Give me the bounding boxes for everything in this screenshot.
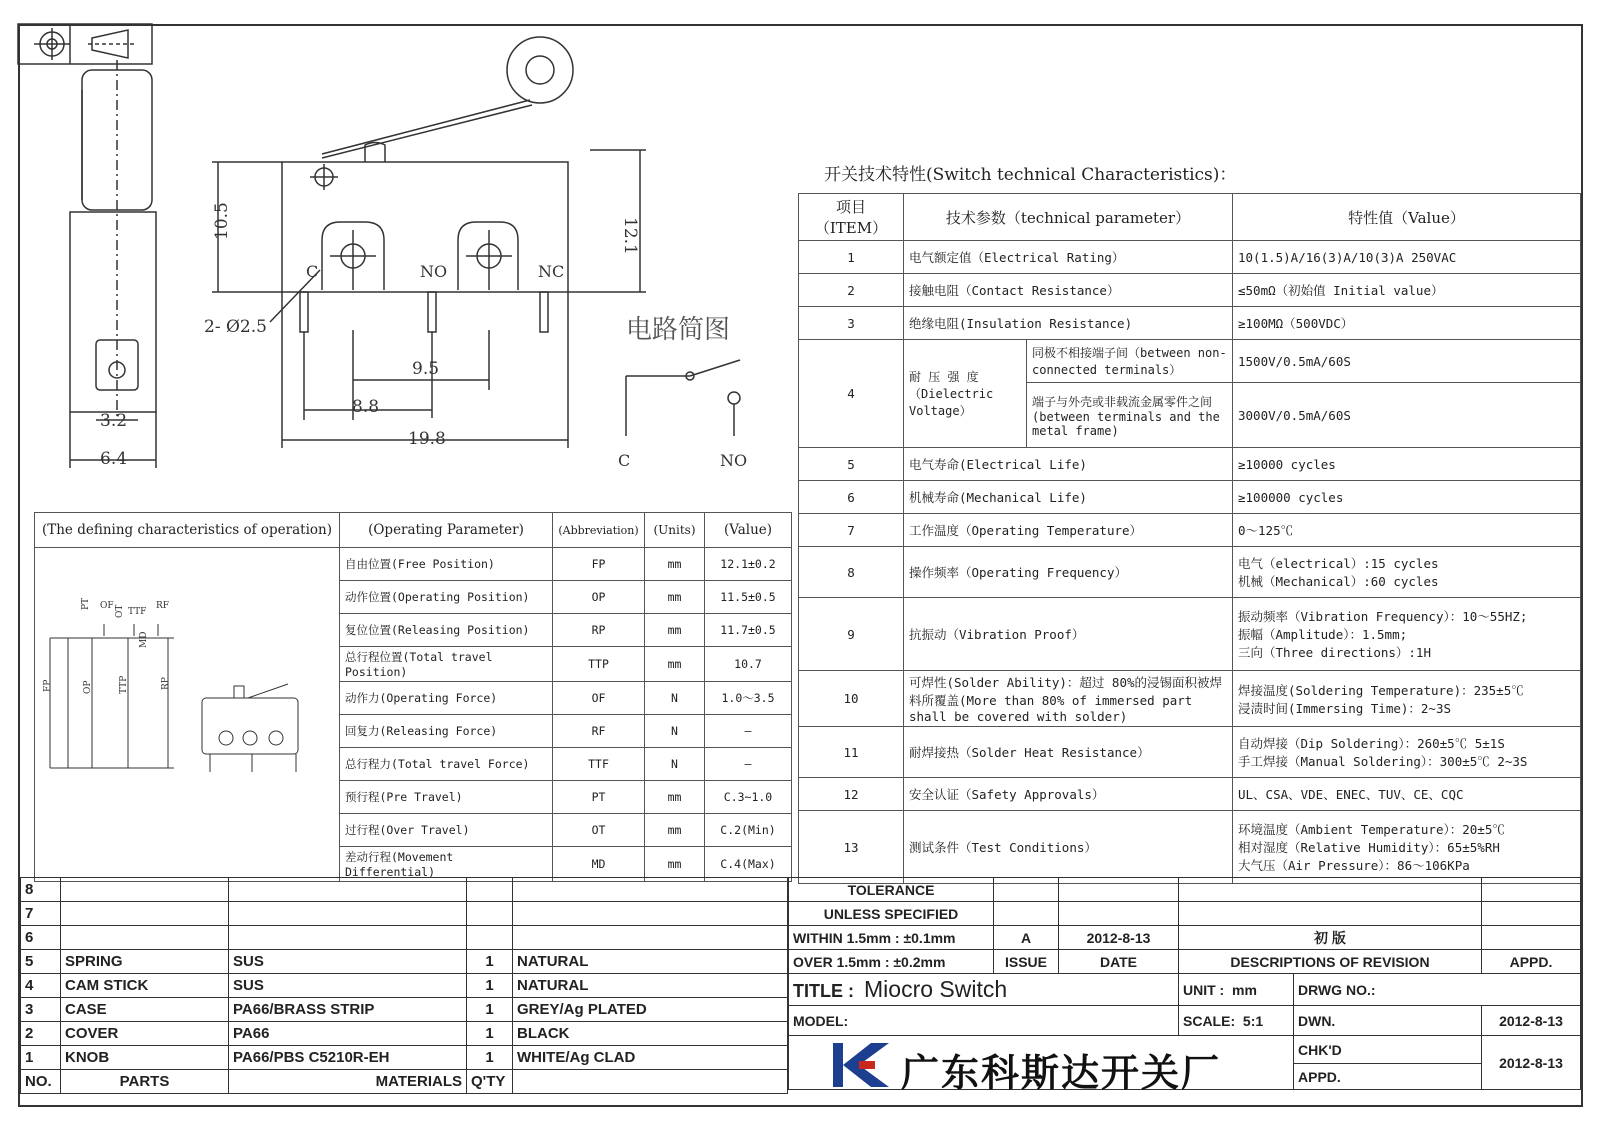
oper-row-param: 回复力(Releasing Force) xyxy=(340,715,553,748)
title-block xyxy=(788,877,1581,1095)
bom-no: 1 xyxy=(21,1046,61,1070)
spec-row-param: 抗振动（Vibration Proof） xyxy=(904,598,1233,671)
revision-date: 2012-8-13 xyxy=(1059,926,1179,950)
circuit-no-label: NO xyxy=(720,451,748,470)
oper-row-unit: mm xyxy=(645,814,705,847)
bom-qty: 1 xyxy=(467,1046,513,1070)
spec-row-value: 振动频率（Vibration Frequency）：10～55HZ; 振幅（Amplitude）：1.5mm; 三向（Three directions）:1H xyxy=(1233,598,1581,671)
spec-row-number: 13 xyxy=(799,811,904,884)
oper-row-param: 总行程位置(Total travel Position) xyxy=(340,647,553,682)
oper-row-abbr: MD xyxy=(553,847,645,882)
op-label-of: OF xyxy=(100,601,114,611)
oper-row-unit: N xyxy=(645,682,705,715)
revision-description: 初 版 xyxy=(1179,926,1482,950)
spec-header-item: 项目 （ITEM） xyxy=(799,194,904,241)
issue-label: ISSUE xyxy=(994,950,1059,974)
dim-hole: 2- Ø2.5 xyxy=(204,317,267,337)
spec-row xyxy=(799,340,1581,383)
op-label-rf: RF xyxy=(156,601,170,611)
title-label: TITLE : xyxy=(793,981,854,1001)
bom-no: 7 xyxy=(21,902,61,926)
terminal-nc-label: NC xyxy=(538,262,565,281)
oper-row-abbr: OF xyxy=(553,682,645,715)
oper-row-param: 复位位置(Releasing Position) xyxy=(340,614,553,647)
dim-10-5: 10.5 xyxy=(212,202,232,240)
oper-row-abbr: TTP xyxy=(553,647,645,682)
oper-row-abbr: RF xyxy=(553,715,645,748)
bom-table xyxy=(20,877,788,1094)
spec-row-number: 7 xyxy=(799,514,904,547)
spec-row-param: 耐焊接热（Solder Heat Resistance） xyxy=(904,727,1233,778)
bom-part: SPRING xyxy=(61,950,229,974)
spec-row-number: 5 xyxy=(799,448,904,481)
dim-6-4: 6.4 xyxy=(100,449,128,469)
bom-header-no: NO. xyxy=(21,1070,61,1094)
spec-title: 开关技术特性(Switch technical Characteristics)： xyxy=(824,165,1237,185)
bom-finish xyxy=(513,902,788,926)
appd-label: APPD. xyxy=(1482,950,1581,974)
spec-row-param: 电气额定值（Electrical Rating） xyxy=(904,241,1233,274)
bom-qty xyxy=(467,878,513,902)
spec-row-sub: 同极不相接端子间（between non-connected terminals） xyxy=(1027,340,1233,383)
op-label-op: OP xyxy=(83,680,93,694)
spec-row xyxy=(799,547,1581,598)
spec-row-sub: 端子与外壳或非载流金属零件之间(between terminals and the metal frame) xyxy=(1027,383,1233,448)
oper-row-unit: N xyxy=(645,715,705,748)
oper-row-abbr: PT xyxy=(553,781,645,814)
oper-row-unit: mm xyxy=(645,781,705,814)
spec-row-param: 机械寿命(Mechanical Life) xyxy=(904,481,1233,514)
spec-row-number: 1 xyxy=(799,241,904,274)
oper-row-value: 11.7±0.5 xyxy=(705,614,792,647)
bom-finish: WHITE/Ag CLAD xyxy=(513,1046,788,1070)
spec-row-param: 绝缘电阻(Insulation Resistance) xyxy=(904,307,1233,340)
spec-row-param: 可焊性(Solder Ability)：超过 80%的浸锡面积被焊料所覆盖(More than 80% of immersed part shall be covered with solder) xyxy=(904,671,1233,727)
spec-row-value: ≤50mΩ（初始值 Initial value） xyxy=(1233,274,1581,307)
spec-header-param: 技术参数（technical parameter） xyxy=(904,194,1233,241)
circuit-c-label: C xyxy=(618,451,631,470)
dim-12-1: 12.1 xyxy=(620,217,640,255)
bom-finish: GREY/Ag PLATED xyxy=(513,998,788,1022)
appd2-label: APPD. xyxy=(1294,1064,1482,1090)
scale-value: 5:1 xyxy=(1242,1012,1264,1029)
spec-row-value: 自动焊接（Dip Soldering）：260±5℃ 5±1S 手工焊接（Manual Soldering）：300±5℃ 2~3S xyxy=(1233,727,1581,778)
spec-row xyxy=(799,514,1581,547)
bom-no: 8 xyxy=(21,878,61,902)
oper-row-unit: mm xyxy=(645,647,705,682)
spec-row-value: ≥10000 cycles xyxy=(1233,448,1581,481)
unit-value: mm xyxy=(1232,981,1257,998)
bom-finish: NATURAL xyxy=(513,950,788,974)
bom-qty: 1 xyxy=(467,998,513,1022)
spec-table xyxy=(798,193,1581,884)
oper-row-value: 10.7 xyxy=(705,647,792,682)
spec-row-number: 2 xyxy=(799,274,904,307)
op-label-fp: FP xyxy=(43,679,53,692)
spec-row-param: 接触电阻（Contact Resistance） xyxy=(904,274,1233,307)
oper-header-def: (The defining characteristics of operation) xyxy=(35,513,340,548)
op-label-md: MD xyxy=(139,631,149,648)
tolerance-label: TOLERANCE xyxy=(789,878,994,902)
bom-qty xyxy=(467,902,513,926)
op-label-ttp: TTP xyxy=(119,675,129,694)
spec-row-number: 11 xyxy=(799,727,904,778)
bom-material: SUS xyxy=(229,974,467,998)
oper-row xyxy=(35,548,792,581)
bom-part xyxy=(61,878,229,902)
spec-row-number: 6 xyxy=(799,481,904,514)
date-label: DATE xyxy=(1059,950,1179,974)
oper-row-value: C.3~1.0 xyxy=(705,781,792,814)
bom-row xyxy=(21,902,788,926)
company-logo-icon xyxy=(829,1039,893,1091)
op-label-ot: OT xyxy=(115,604,125,618)
spec-row xyxy=(799,727,1581,778)
model-label: MODEL: xyxy=(789,1006,1179,1036)
tolerance-over: OVER 1.5mm : ±0.2mm xyxy=(789,950,994,974)
spec-row-param: 测试条件（Test Conditions） xyxy=(904,811,1233,884)
spec-row xyxy=(799,307,1581,340)
bom-row xyxy=(21,950,788,974)
spec-row xyxy=(799,671,1581,727)
oper-row-value: 12.1±0.2 xyxy=(705,548,792,581)
spec-row-value: 3000V/0.5mA/60S xyxy=(1233,383,1581,448)
oper-row-value: 1.0～3.5 xyxy=(705,682,792,715)
bom-qty xyxy=(467,926,513,950)
dwn-date: 2012-8-13 xyxy=(1482,1006,1581,1036)
oper-header-abbr: (Abbreviation) xyxy=(553,513,645,548)
tolerance-within: WITHIN 1.5mm : ±0.1mm xyxy=(789,926,994,950)
spec-row xyxy=(799,811,1581,884)
bom-material xyxy=(229,878,467,902)
spec-row-number: 8 xyxy=(799,547,904,598)
spec-row xyxy=(799,448,1581,481)
bom-part xyxy=(61,902,229,926)
op-label-ttf: TTF xyxy=(128,607,147,617)
oper-row-param: 预行程(Pre Travel) xyxy=(340,781,553,814)
dim-8-8: 8.8 xyxy=(352,397,380,417)
bom-qty: 1 xyxy=(467,950,513,974)
bom-material xyxy=(229,926,467,950)
oper-row-value: C.2(Min) xyxy=(705,814,792,847)
spec-row xyxy=(799,778,1581,811)
switch-drawing xyxy=(0,0,800,500)
oper-row-param: 动作力(Operating Force) xyxy=(340,682,553,715)
oper-row-value: 11.5±0.5 xyxy=(705,581,792,614)
spec-header-value: 特性值（Value） xyxy=(1233,194,1581,241)
bom-no: 3 xyxy=(21,998,61,1022)
spec-row-number: 4 xyxy=(799,340,904,448)
bom-qty: 1 xyxy=(467,1022,513,1046)
oper-row-abbr: RP xyxy=(553,614,645,647)
bom-header-materials: MATERIALS xyxy=(229,1070,467,1094)
dim-3-2: 3.2 xyxy=(100,411,128,431)
spec-row-value: UL、CSA、VDE、ENEC、TUV、CE、CQC xyxy=(1233,778,1581,811)
spec-row xyxy=(799,274,1581,307)
bom-row xyxy=(21,878,788,902)
oper-row-unit: mm xyxy=(645,847,705,882)
bom-material: PA66/PBS C5210R-EH xyxy=(229,1046,467,1070)
spec-row-value: 焊接温度(Soldering Temperature)：235±5℃ 浸渍时间(Immersing Time)：2~3S xyxy=(1233,671,1581,727)
bom-header-qty: Q'TY xyxy=(467,1070,513,1094)
spec-row-value: 0～125℃ xyxy=(1233,514,1581,547)
bom-no: 2 xyxy=(21,1022,61,1046)
drawing-title: Miocro Switch xyxy=(864,976,1008,1002)
bom-row xyxy=(21,1046,788,1070)
spec-row-number: 12 xyxy=(799,778,904,811)
spec-row-param: 工作温度（Operating Temperature） xyxy=(904,514,1233,547)
oper-row-abbr: OP xyxy=(553,581,645,614)
spec-row-param: 操作频率（Operating Frequency） xyxy=(904,547,1233,598)
oper-row-param: 总行程力(Total travel Force) xyxy=(340,748,553,781)
oper-row-unit: mm xyxy=(645,581,705,614)
chkd-label: CHK'D xyxy=(1294,1036,1482,1064)
operating-diagram xyxy=(38,588,338,778)
terminal-c-label: C xyxy=(306,262,319,281)
unit-label: UNIT : xyxy=(1183,981,1225,998)
bom-finish: BLACK xyxy=(513,1022,788,1046)
spec-row xyxy=(799,481,1581,514)
oper-row-value: — xyxy=(705,715,792,748)
oper-row-unit: N xyxy=(645,748,705,781)
spec-row xyxy=(799,598,1581,671)
spec-row-number: 3 xyxy=(799,307,904,340)
bom-part: CASE xyxy=(61,998,229,1022)
bom-material xyxy=(229,902,467,926)
spec-row-param: 电气寿命(Electrical Life) xyxy=(904,448,1233,481)
dwn-label: DWN. xyxy=(1294,1006,1482,1036)
spec-row xyxy=(799,241,1581,274)
spec-row-value: 1500V/0.5mA/60S xyxy=(1233,340,1581,383)
bom-material: PA66/BRASS STRIP xyxy=(229,998,467,1022)
oper-row-value: C.4(Max) xyxy=(705,847,792,882)
spec-row-value: ≥100000 cycles xyxy=(1233,481,1581,514)
bom-part xyxy=(61,926,229,950)
oper-row-value: — xyxy=(705,748,792,781)
oper-row-abbr: FP xyxy=(553,548,645,581)
oper-row-param: 过行程(Over Travel) xyxy=(340,814,553,847)
chkd-date: 2012-8-13 xyxy=(1482,1036,1581,1090)
oper-header-units: (Units) xyxy=(645,513,705,548)
oper-row-param: 自由位置(Free Position) xyxy=(340,548,553,581)
bom-material: PA66 xyxy=(229,1022,467,1046)
oper-row-param: 差动行程(Movement Differential) xyxy=(340,847,553,882)
bom-row xyxy=(21,998,788,1022)
oper-row-unit: mm xyxy=(645,548,705,581)
spec-row-param: 安全认证（Safety Approvals） xyxy=(904,778,1233,811)
dim-9-5: 9.5 xyxy=(412,359,440,379)
bom-row xyxy=(21,1022,788,1046)
unless-label: UNLESS SPECIFIED xyxy=(789,902,994,926)
company-name: 广东科斯达开关厂 xyxy=(901,1051,1222,1095)
oper-row-param: 动作位置(Operating Position) xyxy=(340,581,553,614)
spec-row-param: 耐 压 强 度（Dielectric Voltage） xyxy=(904,340,1027,448)
dim-19-8: 19.8 xyxy=(408,429,446,449)
spec-row-value: ≥100MΩ（500VDC） xyxy=(1233,307,1581,340)
bom-part: COVER xyxy=(61,1022,229,1046)
bom-no: 4 xyxy=(21,974,61,998)
side-view-body xyxy=(70,212,156,412)
bom-material: SUS xyxy=(229,950,467,974)
spec-row-number: 9 xyxy=(799,598,904,671)
terminal-no-label: NO xyxy=(420,262,448,281)
revision-letter: A xyxy=(994,926,1059,950)
bom-qty: 1 xyxy=(467,974,513,998)
spec-row-value: 电气（electrical）:15 cycles 机械（Mechanical）:60 cycles xyxy=(1233,547,1581,598)
revision-desc-label: DESCRIPTIONS OF REVISION xyxy=(1179,950,1482,974)
spec-row-value: 10(1.5)A/16(3)A/10(3)A 250VAC xyxy=(1233,241,1581,274)
bom-finish xyxy=(513,926,788,950)
spec-row-number: 10 xyxy=(799,671,904,727)
oper-row-unit: mm xyxy=(645,614,705,647)
bom-row xyxy=(21,926,788,950)
drawing-number-label: DRWG NO.: xyxy=(1294,974,1581,1006)
bom-no: 5 xyxy=(21,950,61,974)
oper-row-abbr: OT xyxy=(553,814,645,847)
bom-no: 6 xyxy=(21,926,61,950)
bom-row xyxy=(21,974,788,998)
bom-part: CAM STICK xyxy=(61,974,229,998)
bom-finish xyxy=(513,878,788,902)
oper-header-value: (Value) xyxy=(705,513,792,548)
oper-row-abbr: TTF xyxy=(553,748,645,781)
bom-header-parts: PARTS xyxy=(61,1070,229,1094)
op-label-pt: PT xyxy=(81,597,91,610)
spec-row-value: 环境温度（Ambient Temperature）：20±5℃ 相对湿度（Relative Humidity）：65±5%RH 大气压（Air Pressure）：86～106KPa xyxy=(1233,811,1581,884)
oper-header-param: (Operating Parameter) xyxy=(340,513,553,548)
bom-finish: NATURAL xyxy=(513,974,788,998)
circuit-title: 电路简图 xyxy=(626,315,731,345)
scale-label: SCALE: xyxy=(1183,1012,1236,1029)
bom-part: KNOB xyxy=(61,1046,229,1070)
op-label-rp: RP xyxy=(161,677,171,690)
